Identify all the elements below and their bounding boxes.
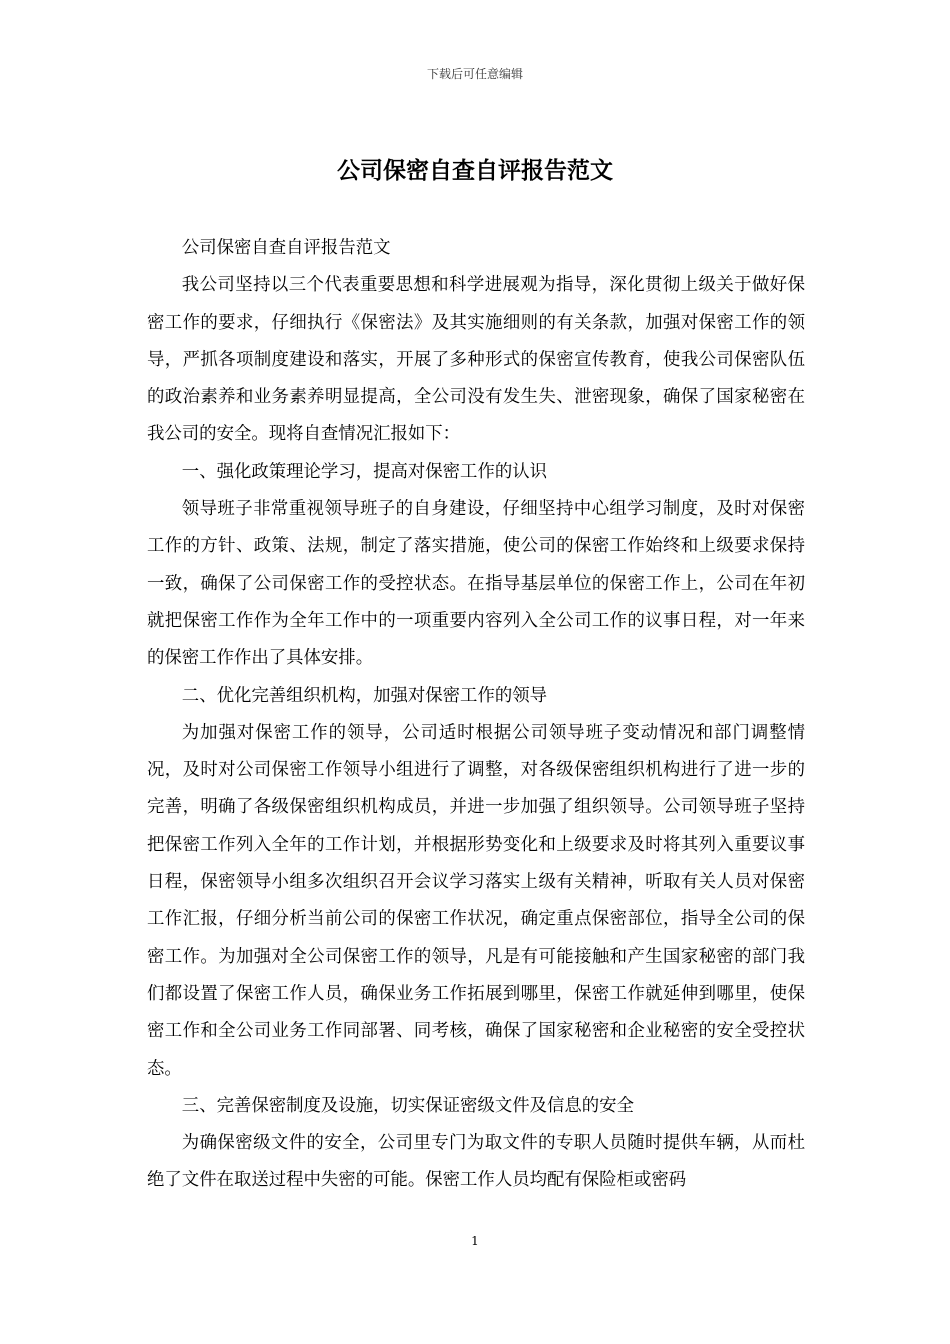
section-heading-1: 一、强化政策理论学习，提高对保密工作的认识 bbox=[181, 461, 548, 482]
document-title: 公司保密自查自评报告范文 bbox=[337, 157, 613, 184]
paragraph-subtitle: 公司保密自查自评报告范文 bbox=[181, 238, 391, 258]
paragraph-section-1: 领导班子非常重视领导班子的自身建设，仔细坚持中心组学习制度，及时对保密工作的方针、政策、法规，制定了落实措施，使公司的保密工作始终和上级要求保持一致，确保了公司保密工作的受控状态。在指导基层单位的保密工作上，公司在年初就把保密工作作为全年工作中的一项重要内容列入全公司工作的议事日程，对一年来的保密工作作出了具体安排。 bbox=[147, 499, 805, 669]
page-number: 1 bbox=[471, 1234, 479, 1248]
section-heading-3: 三、完善保密制度及设施，切实保证密级文件及信息的安全 bbox=[181, 1095, 634, 1116]
paragraph-section-2: 为加强对保密工作的领导，公司适时根据公司领导班子变动情况和部门调整情况，及时对公司保密工作领导小组进行了调整，对各级保密组织机构进行了进一步的完善，明确了各级保密组织机构成员，并进一步加强了组织领导。公司领导班子坚持把保密工作列入全年的工作计划，并根据形势变化和上级要求及时将其列入重要议事日程，保密领导小组多次组织召开会议学习落实上级有关精神，听取有关人员对保密工作汇报，仔细分析当前公司的保密工作状况，确定重点保密部位，指导全公司的保密工作。为加强对全公司保密工作的领导，凡是有可能接触和产生国家秘密的部门我们都设置了保密工作人员，确保业务工作拓展到哪里，保密工作就延伸到哪里，使保密工作和全公司业务工作同部署、同考核，确保了国家秘密和企业秘密的安全受控状态。 bbox=[147, 722, 805, 1079]
document-body bbox=[147, 230, 805, 1200]
section-heading-2: 二、优化完善组织机构，加强对保密工作的领导 bbox=[181, 685, 548, 706]
paragraph-intro: 我公司坚持以三个代表重要思想和科学进展观为指导，深化贯彻上级关于做好保密工作的要求，仔细执行《保密法》及其实施细则的有关条款，加强对保密工作的领导，严抓各项制度建设和落实，开展了多种形式的保密宣传教育，使我公司保密队伍的政治素养和业务素养明显提高，全公司没有发生失、泄密现象，确保了国家秘密在我公司的安全。现将自查情况汇报如下： bbox=[147, 275, 805, 445]
paragraph-section-3: 为确保密级文件的安全，公司里专门为取文件的专职人员随时提供车辆，从而杜绝了文件在取送过程中失密的可能。保密工作人员均配有保险柜或密码 bbox=[147, 1133, 805, 1191]
page-header-note: 下载后可任意编辑 bbox=[426, 67, 523, 81]
